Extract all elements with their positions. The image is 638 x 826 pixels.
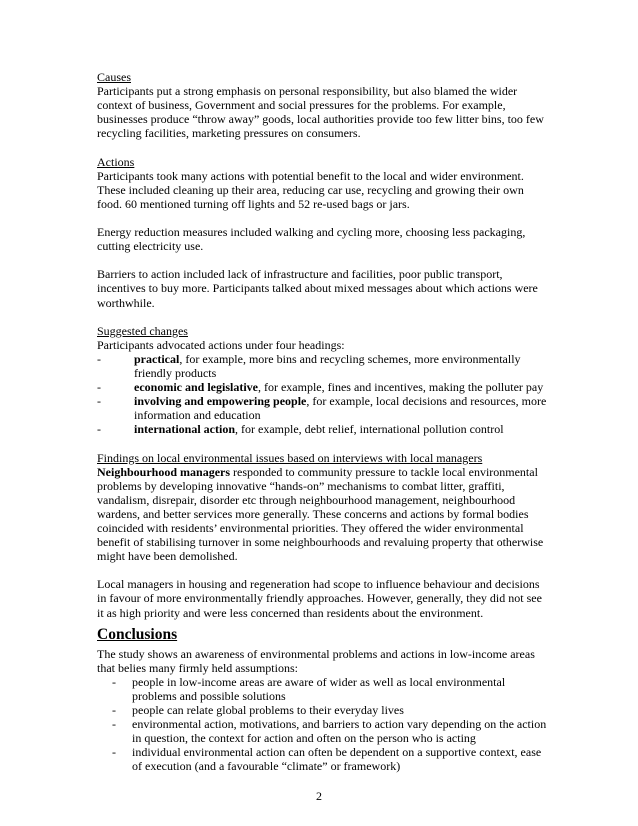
conclusions-item xyxy=(97,703,547,717)
actions-paragraph-3: Barriers to action included lack of infrastructure and facilities, poor public transport, incentives to buy more. Participants talked about mixed messages about which actions were worthwhile. xyxy=(97,267,538,310)
bullet-dash: - xyxy=(112,674,116,689)
conclusions-title: Conclusions xyxy=(97,625,178,643)
bullet-dash: - xyxy=(97,394,101,409)
suggested-item-text: , for example, debt relief, international pollution control xyxy=(235,422,504,437)
suggested-item-text: , for example, local decisions and resources, more information and education xyxy=(134,394,547,423)
conclusions-item-text: environmental action, motivations, and barriers to action vary depending on the action in question, the context for action and often on the person who is acting xyxy=(132,717,547,746)
conclusions-item xyxy=(97,745,547,773)
suggested-changes-intro: Participants advocated actions under four headings: xyxy=(97,337,345,352)
actions-paragraph-1: Participants took many actions with potential benefit to the local and wider environment. These included cleaning up their area, reducing car use, recycling and growing their own food. 60 mentioned turning off lights and 52 re-used bags or jars. xyxy=(97,168,524,211)
suggested-item-bold: economic and legislative xyxy=(134,380,258,395)
conclusions-section xyxy=(97,626,547,774)
suggested-item xyxy=(97,394,547,422)
actions-heading: Actions xyxy=(97,154,135,169)
conclusions-item-text: people can relate global problems to their everyday lives xyxy=(132,703,404,718)
bullet-dash: - xyxy=(112,745,116,760)
conclusions-item xyxy=(97,675,547,703)
suggested-item-text: , for example, more bins and recycling schemes, more environmentally friendly products xyxy=(134,351,521,380)
causes-heading: Causes xyxy=(97,70,131,84)
conclusions-item-text: individual environmental action can often be dependent on a supportive context, ease of execution (and a favourable “climate” or framework) xyxy=(132,745,542,774)
causes-text: Participants put a strong emphasis on personal responsibility, but also blamed the wider context of business, Government and social pressures for the problems. For example, businesses produce “throw away” goods, local authorities provide too few litter bins, too few recycling facilities, marketing pressures on consumers. xyxy=(97,84,544,141)
suggested-item xyxy=(97,380,547,394)
suggested-item xyxy=(97,352,547,380)
findings-section xyxy=(97,451,547,620)
bullet-dash: - xyxy=(97,422,101,437)
findings-paragraph-1-text: responded to community pressure to tackle local environmental problems by developing innovative “hands-on” mechanisms to combat litter, graffiti, vandalism, disrepair, disorder etc through neighbourhood management, neighbourhood wardens, and better services more generally. These concerns and actions by formal bodies coincided with residents’ environmental priorities. They offered the wider environmental benefit of stabilising turnover in some neighbourhoods and revaluing property that otherwise might have been demolished. xyxy=(97,464,544,564)
suggested-item-bold: practical xyxy=(134,351,180,366)
bullet-dash: - xyxy=(112,703,116,718)
suggested-item xyxy=(97,422,547,436)
causes-section xyxy=(97,70,547,140)
findings-heading: Findings on local environmental issues based on interviews with local managers xyxy=(97,450,483,465)
suggested-item-text: , for example, fines and incentives, making the polluter pay xyxy=(257,380,544,395)
bullet-dash: - xyxy=(97,380,101,395)
bullet-dash: - xyxy=(97,351,101,366)
findings-bold-lead: Neighbourhood managers xyxy=(97,464,231,479)
findings-paragraph-1 xyxy=(97,465,547,564)
page-number: 2 xyxy=(316,789,322,803)
conclusions-item xyxy=(97,717,547,745)
document-body xyxy=(97,70,547,774)
findings-paragraph-2: Local managers in housing and regeneration had scope to influence behaviour and decisions in favour of more environmentally friendly approaches. However, generally, they did not see it as high priority and were less concerned than residents about the environment. xyxy=(97,577,542,620)
actions-paragraph-2: Energy reduction measures included walking and cycling more, choosing less packaging, cutting electricity use. xyxy=(97,225,526,254)
conclusions-item-text: people in low-income areas are aware of wider as well as local environmental problems and possible solutions xyxy=(132,674,506,703)
suggested-item-bold: involving and empowering people xyxy=(134,394,307,409)
conclusions-intro: The study shows an awareness of environmental problems and actions in low-income areas that belies many firmly held assumptions: xyxy=(97,646,535,675)
bullet-dash: - xyxy=(112,717,116,732)
actions-section xyxy=(97,155,547,310)
suggested-changes-section xyxy=(97,324,547,437)
suggested-changes-heading: Suggested changes xyxy=(97,323,188,338)
suggested-item-bold: international action xyxy=(134,422,235,437)
